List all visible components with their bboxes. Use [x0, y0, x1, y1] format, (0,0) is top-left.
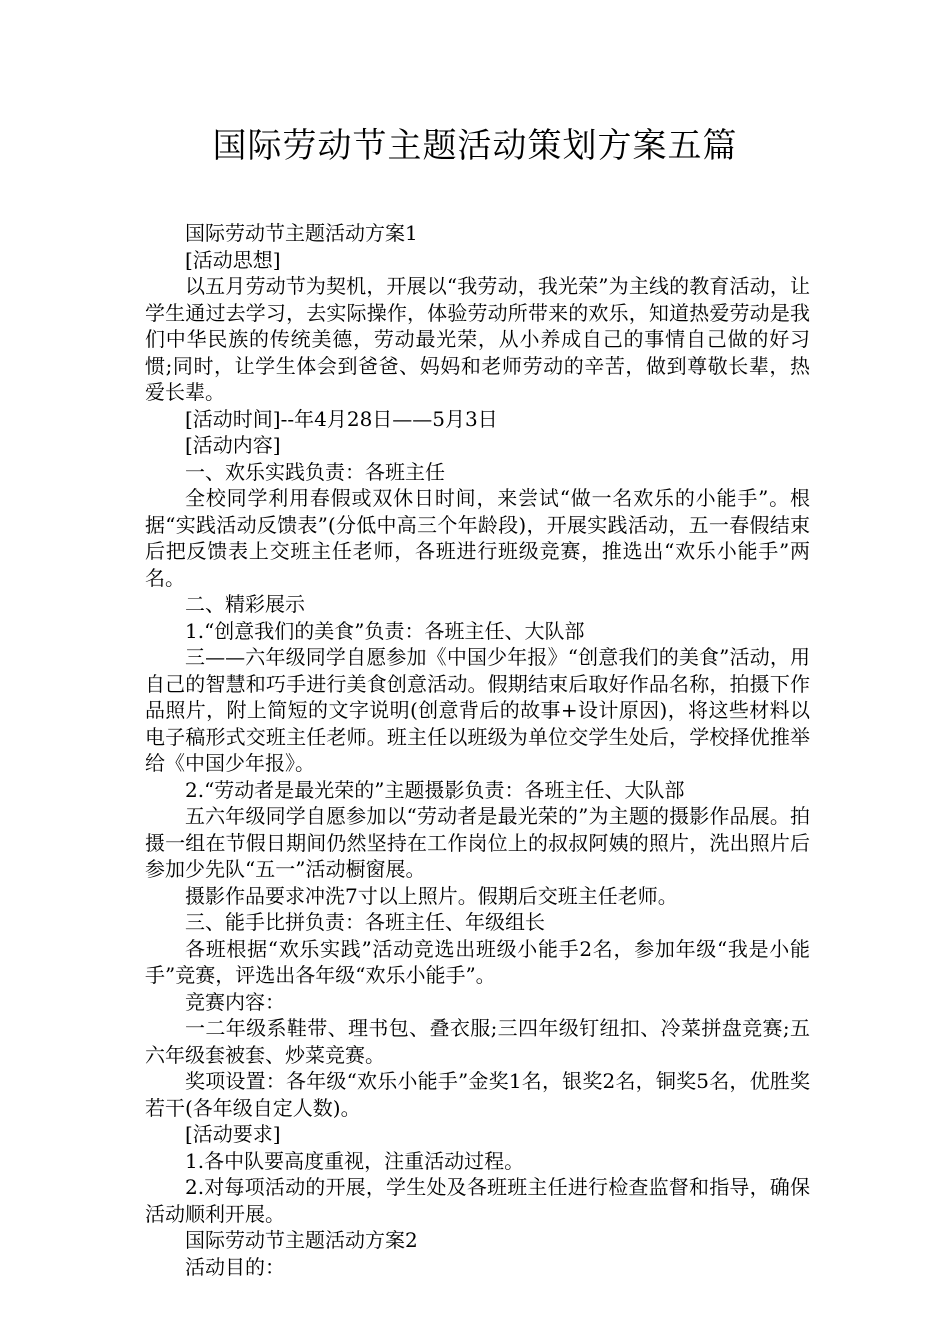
paragraph-awards: 奖项设置：各年级“欢乐小能手”金奖1名，银奖2名，铜奖5名，优胜奖若干(各年级自定人数)。: [145, 1069, 810, 1120]
paragraph-competition-content-label: 竞赛内容：: [185, 989, 285, 1014]
paragraph-activity-time: [活动时间]--年4月28日——5月3日: [185, 406, 498, 431]
paragraph-photography: 五六年级同学自愿参加以“劳动者是最光荣的”为主题的摄影作品展。拍摄一组在节假日期间仍然坚持在工作岗位上的叔叔阿姨的照片，洗出照片后参加少先队“五一”活动橱窗展。: [145, 804, 810, 881]
paragraph-requirements-label: [活动要求]: [185, 1122, 281, 1146]
paragraph-activity-idea: 以五月劳动节为契机，开展以“我劳动，我光荣”为主线的教育活动，让学生通过去学习，去实际操作，体验劳动所带来的欢乐，知道热爱劳动是我们中华民族的传统美德，劳动最光荣，从小养成自己的事情自己做的好习惯;同时，让学生体会到爸爸、妈妈和老师劳动的辛苦，做到尊敬长辈，热爱长辈。: [145, 274, 810, 404]
paragraph-competition-content: 一二年级系鞋带、理书包、叠衣服;三四年级钉纽扣、冷菜拼盘竞赛;五六年级套被套、炒菜竞赛。: [145, 1016, 810, 1067]
paragraph-heading-creative-food: 1.“创意我们的美食”负责：各班主任、大队部: [185, 618, 585, 643]
paragraph-photo-requirement: 摄影作品要求冲洗7寸以上照片。假期后交班主任老师。: [185, 883, 678, 908]
paragraph-activity-content-label: [活动内容]: [185, 433, 281, 457]
paragraph-competition: 各班根据“欢乐实践”活动竞选出班级小能手2名，参加年级“我是小能手”竞赛，评选出各年级“欢乐小能手”。: [145, 936, 810, 987]
paragraph-requirement-2: 2.对每项活动的开展，学生处及各班班主任进行检查监督和指导，确保活动顺利开展。: [145, 1175, 810, 1226]
paragraph-activity-idea-label: [活动思想]: [185, 247, 281, 272]
paragraph-heading-showcase: 二、精彩展示: [185, 592, 305, 616]
paragraph-section-heading: 国际劳动节主题活动方案1: [185, 221, 418, 245]
paragraph-section-heading-2: 国际劳动节主题活动方案2: [185, 1228, 418, 1252]
paragraph-heading-competition: 三、能手比拼负责：各班主任、年级组长: [185, 910, 545, 934]
paragraph-creative-food: 三——六年级同学自愿参加《中国少年报》“创意我们的美食”活动，用自己的智慧和巧手进行美食创意活动。假期结束后取好作品名称，拍摄下作品照片，附上简短的文字说明(创意背后的故事+设计原因)，将这些材料以电子稿形式交班主任老师。班主任以班级为单位交学生处后，学校择优推举给《中国少年报》。: [145, 645, 810, 775]
document-title: 国际劳动节主题活动策划方案五篇: [212, 126, 738, 166]
paragraph-activity-purpose-label: 活动目的：: [185, 1254, 285, 1279]
paragraph-happy-practice: 全校同学利用春假或双休日时间，来尝试“做一名欢乐的小能手”。根据“实践活动反馈表”(分低中高三个年龄段)，开展实践活动，五一春假结束后把反馈表上交班主任老师，各班进行班级竞赛，推选出“欢乐小能手”两名。: [145, 486, 810, 590]
paragraph-heading-happy-practice: 一、欢乐实践负责：各班主任: [185, 459, 445, 484]
paragraph-requirement-1: 1.各中队要高度重视，注重活动过程。: [185, 1148, 525, 1173]
document-body: [145, 220, 810, 1280]
paragraph-heading-photography: 2.“劳动者是最光荣的”主题摄影负责：各班主任、大队部: [185, 777, 685, 802]
